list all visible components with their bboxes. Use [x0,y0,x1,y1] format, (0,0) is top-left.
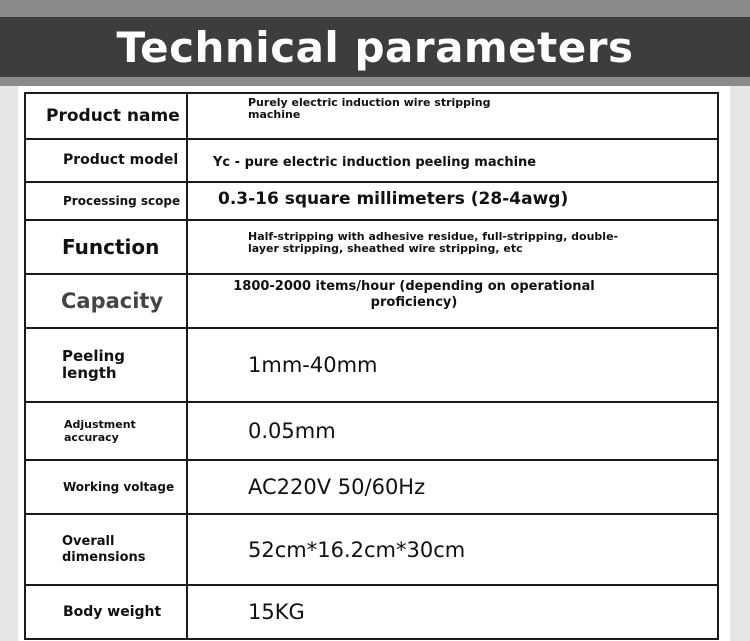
label-cell [25,274,187,328]
value-cell [187,93,718,139]
label-cell [25,93,187,139]
label-peeling-length: Peeling length [62,346,126,382]
value-overall-dimensions: 52cm*16.2cm*30cm [248,537,466,562]
table-row [25,220,718,274]
value-cell [187,585,718,639]
label-cell [25,328,187,403]
table-row [25,182,718,219]
label-working-voltage: Working voltage [63,480,175,495]
label-cell [25,139,187,183]
value-cell [187,328,718,403]
value-cell [187,274,718,328]
label-processing-scope: Processing scope [63,193,181,208]
label-cell [25,182,187,219]
label-cell [25,460,187,514]
value-working-voltage: AC220V 50/60Hz [248,475,426,500]
value-capacity: 1800-2000 items/hour (depending on operational proficiency) [233,278,595,310]
label-function: Function [62,234,160,259]
parameters-table [24,92,719,640]
table-row [25,585,718,639]
label-overall-dimensions: Overall dimensions [62,533,146,565]
value-cell [187,220,718,274]
label-product-model: Product model [63,152,179,169]
value-adjustment-accuracy: 0.05mm [248,419,336,444]
value-cell [187,514,718,585]
value-peeling-length: 1mm-40mm [248,352,378,377]
label-cell [25,514,187,585]
value-product-name: Purely electric induction wire stripping machine [248,95,491,121]
value-product-model: Yc - pure electric induction peeling machine [213,154,537,170]
label-cell [25,220,187,274]
value-processing-scope: 0.3-16 square millimeters (28-4awg) [218,188,569,209]
label-capacity: Capacity [61,288,164,313]
label-body-weight: Body weight [63,603,162,620]
label-adjustment-accuracy: Adjustment accuracy [64,418,136,445]
table-row [25,139,718,183]
page-title: Technical parameters [116,23,634,72]
table-row [25,514,718,585]
value-body-weight: 15KG [248,599,305,624]
table-row [25,93,718,139]
table-row [25,328,718,403]
value-cell [187,182,718,219]
value-cell [187,460,718,514]
label-cell [25,402,187,460]
table-row [25,460,718,514]
table-row [25,402,718,460]
value-cell [187,139,718,183]
value-cell [187,402,718,460]
label-product-name: Product name [46,105,180,126]
table-row [25,274,718,328]
label-cell [25,585,187,639]
value-function: Half-stripping with adhesive residue, full-stripping, double-layer stripping, sheathed wire stripping, etc [248,229,619,255]
